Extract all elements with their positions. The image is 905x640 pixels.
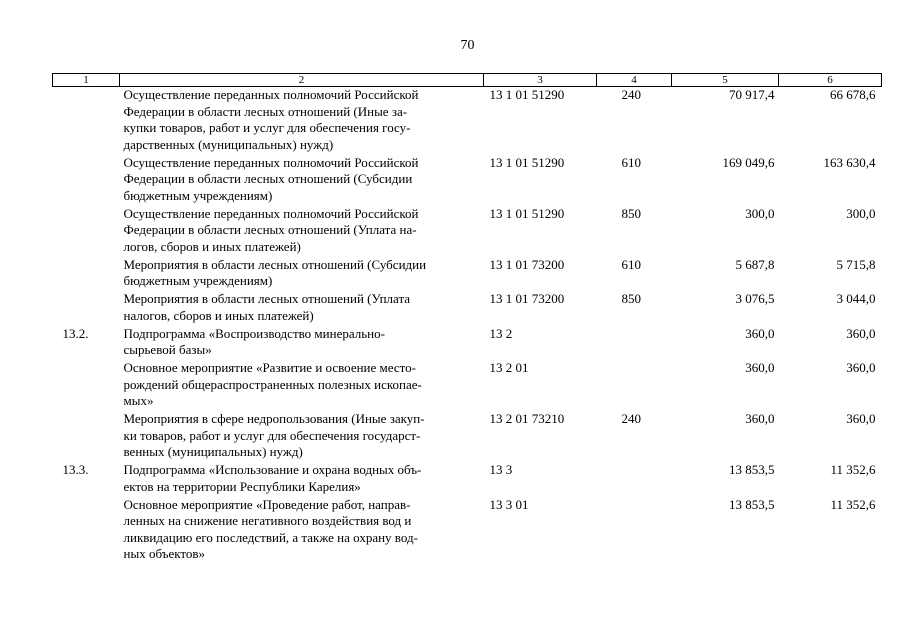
- item-name: [120, 360, 484, 411]
- item-name: [120, 326, 484, 361]
- column-header-6: 6: [779, 74, 882, 87]
- expense-type: 240: [621, 411, 641, 426]
- row-number: [53, 411, 120, 462]
- item-name-line: купки товаров, работ и услуг для обеспечения госу-: [123, 120, 411, 135]
- budget-code: 13 1 01 73200: [489, 256, 565, 272]
- item-name: [120, 206, 484, 257]
- item-name-line: Осуществление переданных полномочий Российской: [123, 205, 419, 221]
- item-name-line: ликвидацию его последствий, а также на охрану вод-: [123, 529, 418, 545]
- item-name-line: ленных на снижение негативного воздействия вод и: [123, 513, 412, 528]
- item-name: [120, 291, 484, 326]
- table-row: [53, 155, 882, 206]
- item-name-line: бюджетным учреждениям): [123, 187, 273, 203]
- budget-code: 13 3: [489, 462, 513, 477]
- amount-year-2: 300,0: [846, 205, 876, 221]
- row-number: [53, 87, 120, 155]
- amount-year-2: 360,0: [846, 360, 876, 375]
- table-row: [53, 87, 882, 155]
- item-name-line: Подпрограмма «Воспроизводство минерально-: [123, 325, 385, 341]
- expense-type: 610: [621, 256, 641, 272]
- expense-type: 850: [621, 291, 641, 306]
- amount-year-1: 13 853,5: [729, 462, 775, 477]
- item-name-line: ки товаров, работ и услуг для обеспечения государст-: [123, 427, 421, 443]
- row-number: [53, 497, 120, 565]
- item-name-line: Основное мероприятие «Проведение работ, направ-: [123, 496, 411, 512]
- table-row: [53, 360, 882, 411]
- amount-year-1: 300,0: [745, 205, 775, 221]
- item-name-line: Федерации в области лесных отношений (Иные за-: [123, 103, 408, 119]
- item-name: [120, 257, 484, 292]
- budget-code: 13 2 01 73210: [489, 411, 565, 426]
- table-row: [53, 257, 882, 292]
- amount-year-2: 11 352,6: [830, 462, 876, 477]
- item-name: [120, 87, 484, 155]
- item-name-line: ектов на территории Республики Карелия»: [123, 478, 361, 494]
- amount-year-2: 360,0: [846, 325, 876, 341]
- row-number: 13.2.: [62, 325, 89, 341]
- item-name-line: мых»: [123, 393, 154, 408]
- column-header-1: 1: [53, 74, 120, 87]
- expense-type: [597, 360, 672, 411]
- item-name-line: Мероприятия в сфере недропользования (Иные закуп-: [123, 411, 425, 426]
- amount-year-2: 11 352,6: [830, 496, 876, 512]
- expense-type: 240: [621, 87, 641, 102]
- item-name-line: сырьевой базы»: [123, 342, 212, 357]
- budget-code: 13 1 01 51290: [489, 154, 565, 170]
- item-name-line: логов, сборов и иных платежей): [123, 238, 301, 254]
- budget-code: 13 1 01 73200: [489, 291, 565, 306]
- amount-year-2: 360,0: [846, 411, 876, 426]
- expense-type: 850: [621, 205, 641, 221]
- amount-year-1: 360,0: [745, 411, 775, 426]
- item-name-line: Федерации в области лесных отношений (Уплата на-: [123, 222, 417, 237]
- amount-year-1: 70 917,4: [729, 87, 775, 102]
- amount-year-2: 66 678,6: [830, 87, 876, 102]
- table-row: [53, 326, 882, 361]
- budget-code: 13 3 01: [489, 496, 529, 512]
- column-header-4: 4: [597, 74, 672, 87]
- budget-table: [52, 73, 882, 564]
- amount-year-1: 360,0: [745, 325, 775, 341]
- amount-year-1: 5 687,8: [735, 256, 775, 272]
- item-name-line: Подпрограмма «Использование и охрана водных объ-: [123, 462, 422, 477]
- header-row: [53, 74, 882, 87]
- row-number: [53, 257, 120, 292]
- item-name: [120, 497, 484, 565]
- item-name-line: Основное мероприятие «Развитие и освоение место-: [123, 360, 416, 375]
- column-header-2: 2: [120, 74, 484, 87]
- row-number: [53, 291, 120, 326]
- expense-type: [597, 497, 672, 565]
- table-row: [53, 291, 882, 326]
- amount-year-1: 169 049,6: [722, 154, 775, 170]
- table-body: [53, 87, 882, 565]
- budget-code: 13 2: [489, 325, 513, 341]
- item-name: [120, 411, 484, 462]
- budget-code: 13 2 01: [489, 360, 529, 375]
- table-row: [53, 206, 882, 257]
- row-number: 13.3.: [62, 462, 89, 477]
- page-number: 70: [460, 38, 475, 53]
- item-name-line: ных объектов»: [123, 546, 206, 561]
- item-name-line: Федерации в области лесных отношений (Субсидии: [123, 171, 413, 186]
- item-name-line: Осуществление переданных полномочий Российской: [123, 87, 419, 102]
- table-row: [53, 462, 882, 497]
- amount-year-1: 13 853,5: [729, 496, 775, 512]
- item-name: [120, 462, 484, 497]
- amount-year-2: 3 044,0: [836, 291, 876, 306]
- column-header-3: 3: [484, 74, 597, 87]
- table-row: [53, 497, 882, 565]
- item-name-line: Мероприятия в области лесных отношений (Субсидии: [123, 256, 427, 272]
- item-name-line: дарственных (муниципальных) нужд): [123, 136, 334, 152]
- amount-year-2: 5 715,8: [836, 256, 876, 272]
- item-name-line: налогов, сборов и иных платежей): [123, 307, 314, 323]
- item-name-line: Мероприятия в области лесных отношений (Уплата: [123, 291, 411, 306]
- item-name: [120, 155, 484, 206]
- row-number: [53, 155, 120, 206]
- item-name-line: Осуществление переданных полномочий Российской: [123, 154, 419, 170]
- item-name-line: рождений общераспространенных полезных ископае-: [123, 376, 422, 392]
- amount-year-1: 3 076,5: [735, 291, 775, 306]
- expense-type: [597, 462, 672, 497]
- column-header-5: 5: [672, 74, 779, 87]
- expense-type: 610: [621, 154, 641, 170]
- amount-year-1: 360,0: [745, 360, 775, 375]
- budget-code: 13 1 01 51290: [489, 87, 565, 102]
- amount-year-2: 163 630,4: [823, 154, 876, 170]
- expense-type: [597, 326, 672, 361]
- budget-code: 13 1 01 51290: [489, 205, 565, 221]
- item-name-line: венных (муниципальных) нужд): [123, 444, 303, 459]
- table-row: [53, 411, 882, 462]
- table-header: [53, 74, 882, 87]
- row-number: [53, 360, 120, 411]
- item-name-line: бюджетным учреждениям): [123, 273, 273, 288]
- row-number: [53, 206, 120, 257]
